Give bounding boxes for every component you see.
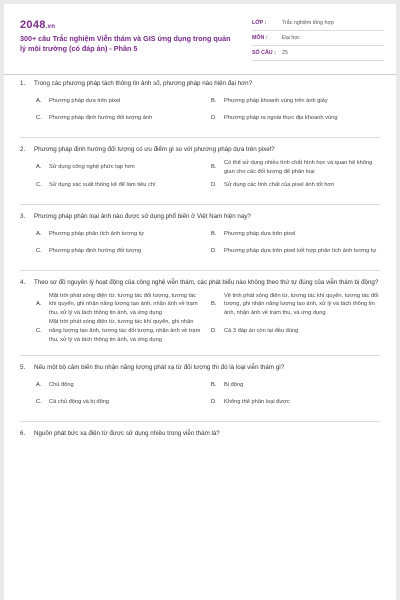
answer-option[interactable] (211, 243, 380, 260)
option-letter: B. (211, 230, 217, 237)
question-stem: Phương pháp phân loại ảnh nào được sử dụng phổ biến ở Việt Nam hiện nay? (34, 212, 251, 220)
question-divider (20, 204, 380, 205)
option-letter: C. (36, 327, 42, 334)
answer-options (20, 377, 380, 411)
document-header (4, 4, 396, 68)
option-text: Phương pháp phân tích ảnh tương tự (49, 230, 145, 237)
meta-value: Đại học (282, 35, 300, 41)
meta-subject-row (252, 31, 384, 46)
question-stem: Theo sơ đồ nguyên lý hoạt động của công nghệ viễn thám, các phát biểu nào không theo thứ tự đúng của viễn thám bị động? (34, 278, 379, 286)
option-letter: A. (36, 381, 42, 388)
meta-label: LỚP : (252, 20, 267, 26)
answer-option[interactable] (211, 93, 380, 110)
answer-options (20, 93, 380, 127)
header-divider (4, 74, 396, 75)
option-text: Sử dụng các tính chất của pixel ảnh tốt hơn (224, 181, 335, 188)
option-text: Phương pháp dựa trên pixel kết hợp phân tích ảnh tương tự (224, 247, 377, 254)
option-text: Phương pháp ra ngoài thực địa khoanh vùng (224, 115, 338, 122)
answer-option[interactable] (36, 159, 205, 177)
answer-options (20, 159, 380, 194)
meta-value: 25 (282, 50, 288, 56)
answer-option[interactable] (211, 394, 380, 411)
answer-option[interactable] (36, 377, 205, 394)
option-text: Mặt trời phát sóng điện từ, tương tác khí quyển, ghi nhận năng lượng tạo ảnh, tương tác đối tượng, nhận ảnh về trạm thu, xử lý và tách thông tin ảnh, và ứng dụng (49, 319, 201, 343)
question-item (4, 270, 396, 345)
question-number: 4. (20, 278, 26, 286)
meta-class-row (252, 16, 384, 31)
option-letter: C. (36, 181, 42, 188)
option-letter: A. (36, 98, 42, 105)
option-letter: B. (211, 301, 217, 308)
option-text: Vệ tinh phát sóng điện từ, tương tác khí quyển, tương tác đối tượng, ghi nhận năng lượng tạo ảnh, xử lý và tách thông tin ảnh, nhận ảnh về trạm thu, và ứng dụng (224, 292, 379, 317)
option-text: Sử dụng công nghệ phức tạp hơn (49, 164, 135, 171)
answer-option[interactable] (211, 318, 380, 344)
option-letter: D. (211, 327, 217, 334)
question-number: 2. (20, 145, 26, 153)
question-text (20, 213, 380, 222)
question-item (4, 355, 396, 411)
question-item (4, 137, 396, 194)
answer-option[interactable] (36, 177, 205, 194)
option-text: Mặt trời phát sóng điện từ, tương tác đối tượng, tương tác khí quyển, ghi nhận năng lượng tạo ảnh, nhận ảnh về trạm thu, xử lý và tách thông tin ảnh, và ứng dụng (49, 292, 198, 317)
option-text: Phương pháp dựa trên pixel (224, 230, 296, 237)
option-letter: B. (211, 381, 217, 388)
option-letter: C. (36, 398, 42, 405)
option-letter: C. (36, 247, 42, 254)
answer-option[interactable] (36, 226, 205, 243)
question-number: 3. (20, 212, 26, 220)
question-text (20, 279, 380, 288)
question-item (4, 421, 396, 439)
meta-value: Trắc nghiệm tổng hợp (282, 20, 334, 26)
meta-count-row (252, 46, 384, 61)
question-text (20, 80, 380, 89)
option-letter: B. (211, 164, 217, 171)
answer-option[interactable] (211, 377, 380, 394)
option-text: Chủ động (49, 381, 74, 388)
site-logo[interactable]: 2048.vn (20, 19, 56, 31)
answer-option[interactable] (36, 394, 205, 411)
option-text: Có thể sử dụng nhiều tính chất hình học và quan hệ không gian cho các đối tượng để phân loại (224, 159, 373, 175)
option-text: Sử dụng xác suất thống kê để làm tiêu chí (49, 181, 156, 188)
answer-options (20, 226, 380, 260)
question-stem: Trong các phương pháp tách thông tin ảnh số, phương pháp nào hiện đại hơn? (34, 80, 253, 87)
answer-option[interactable] (211, 292, 380, 318)
option-text: Phương pháp khoanh vùng trên ảnh giấy (224, 98, 328, 105)
question-item (4, 204, 396, 260)
option-letter: D. (211, 181, 217, 188)
option-text: Cả 3 đáp án còn lại đều đúng (224, 327, 299, 334)
answer-option[interactable] (211, 177, 380, 194)
option-letter: D. (211, 115, 217, 122)
question-text (20, 146, 380, 155)
question-divider (20, 270, 380, 271)
question-divider (20, 355, 380, 356)
option-text: Bị động (224, 381, 244, 388)
answer-option[interactable] (36, 110, 205, 127)
answer-option[interactable] (211, 159, 380, 177)
question-number: 6. (20, 429, 26, 437)
option-letter: D. (211, 398, 217, 405)
question-text (20, 430, 380, 439)
question-number: 1. (20, 80, 26, 87)
option-text: Cả chủ động và bị động (49, 398, 110, 405)
answer-option[interactable] (36, 292, 205, 318)
option-text: Không thể phân loại được (224, 398, 290, 405)
document-page (4, 4, 396, 600)
question-stem: Nguồn phát bức xạ điện từ được sử dụng nhiều trong viễn thám là? (34, 429, 220, 437)
option-letter: A. (36, 301, 42, 308)
document-title: 300+ câu Trắc nghiệm Viễn thám và GIS ứng dụng trong quản lý môi trường (có đáp án) - Phần 5 (20, 34, 231, 53)
option-text: Phương pháp định hướng đối tượng (49, 247, 142, 254)
question-stem: Phương pháp định hướng đối tượng có ưu điểm gì so với phương pháp dựa trên pixel? (34, 145, 275, 153)
answer-option[interactable] (36, 318, 205, 344)
answer-option[interactable] (36, 243, 205, 260)
option-letter: A. (36, 230, 42, 237)
question-number: 5. (20, 363, 26, 371)
question-divider (20, 137, 380, 138)
option-text: Phương pháp định hướng đối tượng ảnh (49, 115, 153, 122)
question-text (20, 364, 380, 373)
question-divider (20, 421, 380, 422)
question-list (4, 80, 396, 449)
answer-option[interactable] (211, 110, 380, 127)
question-stem: Nếu một bộ cảm biến thu nhận năng lượng phát xạ từ đối tượng thì đó là loại viễn thám gì? (34, 363, 285, 371)
option-letter: A. (36, 164, 42, 171)
option-text: Phương pháp dựa trên pixel (49, 98, 121, 105)
answer-option[interactable] (36, 93, 205, 110)
meta-label: SỐ CÂU : (252, 50, 276, 56)
option-letter: C. (36, 115, 42, 122)
option-letter: B. (211, 98, 217, 105)
answer-options (20, 292, 380, 345)
option-letter: D. (211, 247, 217, 254)
document-meta (252, 16, 384, 61)
answer-option[interactable] (211, 226, 380, 243)
meta-label: MÔN : (252, 35, 268, 41)
question-item (4, 80, 396, 127)
